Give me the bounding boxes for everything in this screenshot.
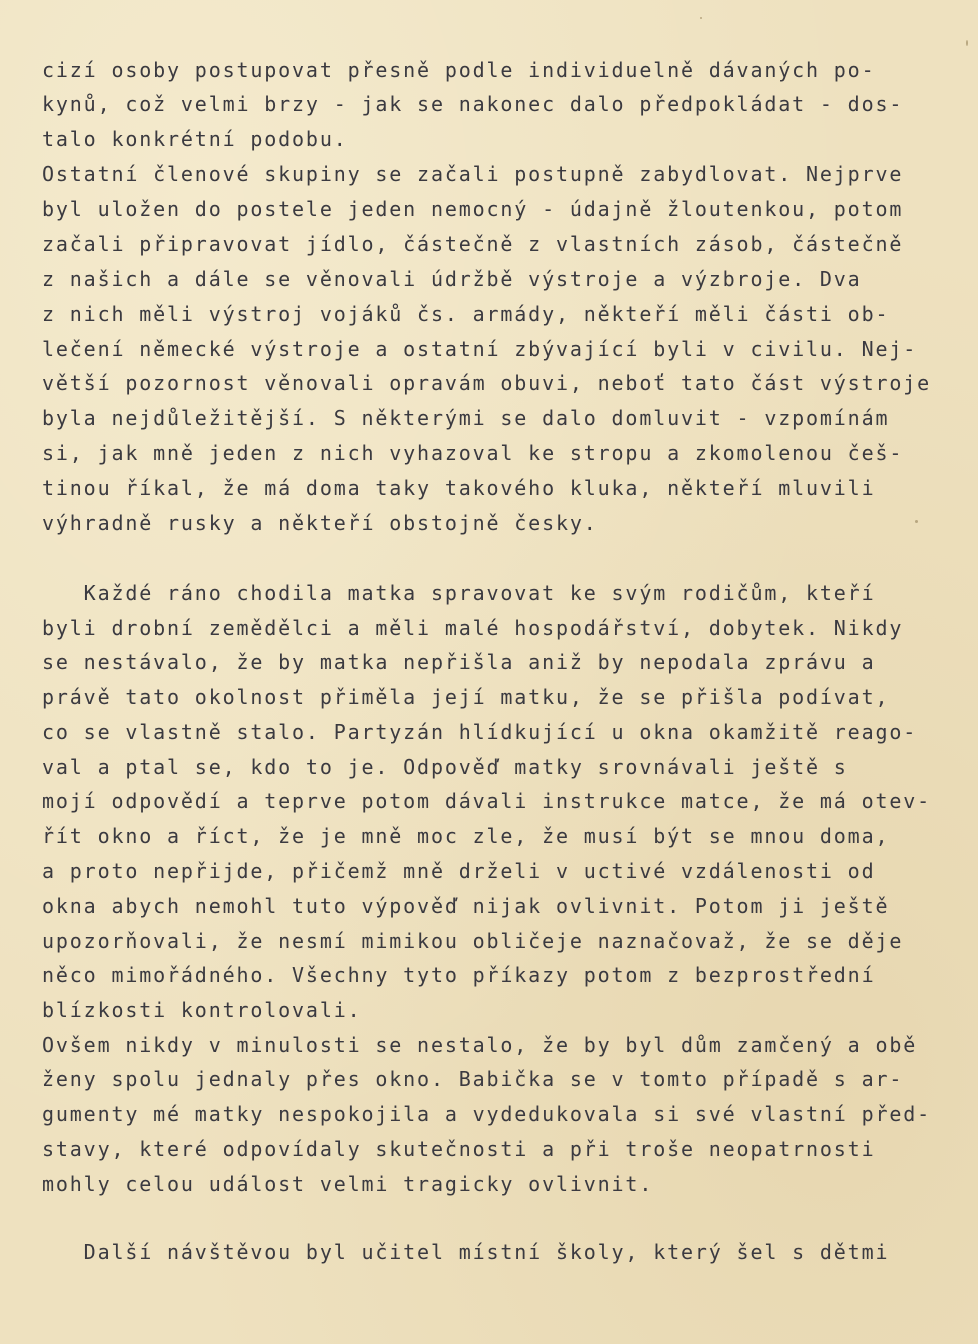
text-line: byli drobní zemědělci a měli malé hospodářství, dobytek. Nikdy — [42, 616, 904, 640]
text-line: Každé ráno chodila matka spravovat ke svým rodičům, kteří — [42, 581, 876, 605]
text-line: z našich a dále se věnovali údržbě výstroje a výzbroje. Dva — [42, 267, 862, 291]
text-line: něco mimořádného. Všechny tyto příkazy potom z bezprostřední — [42, 963, 876, 987]
text-line: val a ptal se, kdo to je. Odpověď matky srovnávali ještě s — [42, 755, 848, 779]
text-line: byl uložen do postele jeden nemocný - údajně žloutenkou, potom — [42, 197, 904, 221]
paper-speck — [915, 520, 918, 523]
text-line: upozorňovali, že nesmí mimikou obličeje naznačovaž, že se děje — [42, 929, 904, 953]
text-line: stavy, které odpovídaly skutečnosti a při troše neopatrnosti — [42, 1137, 876, 1161]
text-line: začali připravovat jídlo, částečně z vlastních zásob, částečně — [42, 232, 904, 256]
text-line: z nich měli výstroj vojáků čs. armády, někteří měli části ob- — [42, 302, 890, 326]
text-line: blízkosti kontrolovali. — [42, 998, 362, 1022]
text-line: tinou říkal, že má doma taky takového kluka, někteří mluvili — [42, 476, 876, 500]
text-line: větší pozornost věnovali opravám obuvi, neboť tato část výstroje — [42, 371, 932, 395]
text-line: se nestávalo, že by matka nepřišla aniž by nepodala zprávu a — [42, 650, 876, 674]
text-line: a proto nepřijde, přičemž mně drželi v uctivé vzdálenosti od — [42, 859, 876, 883]
paper-speck — [700, 17, 702, 19]
text-line: kynů, což velmi brzy - jak se nakonec dalo předpokládat - dos- — [42, 92, 904, 116]
text-line: talo konkrétní podobu. — [42, 127, 348, 151]
text-line: si, jak mně jeden z nich vyhazoval ke stropu a zkomolenou češ- — [42, 441, 904, 465]
text-line: Ovšem nikdy v minulosti se nestalo, že by byl dům zamčený a obě — [42, 1033, 918, 1057]
text-line: byla nejdůležitější. S některými se dalo domluvit - vzpomínám — [42, 406, 890, 430]
text-line: Další návštěvou byl učitel místní školy, který šel s dětmi — [42, 1240, 890, 1264]
paper-speck — [966, 40, 968, 46]
text-line: mohly celou událost velmi tragicky ovlivnit. — [42, 1172, 654, 1196]
text-line: řít okno a říct, že je mně moc zle, že musí být se mnou doma, — [42, 824, 890, 848]
text-line: výhradně rusky a někteří obstojně česky. — [42, 511, 598, 535]
text-line: právě tato okolnost přiměla její matku, že se přišla podívat, — [42, 685, 890, 709]
text-line: okna abych nemohl tuto výpověď nijak ovlivnit. Potom ji ještě — [42, 894, 890, 918]
text-line: Ostatní členové skupiny se začali postupně zabydlovat. Nejprve — [42, 162, 904, 186]
text-line: gumenty mé matky nespokojila a vydedukovala si své vlastní před- — [42, 1102, 932, 1126]
text-line: cizí osoby postupovat přesně podle individuelně dávaných po- — [42, 58, 876, 82]
text-line: co se vlastně stalo. Partyzán hlídkující u okna okamžitě reago- — [42, 720, 918, 744]
text-line: lečení německé výstroje a ostatní zbývající byli v civilu. Nej- — [42, 337, 918, 361]
text-line: ženy spolu jednaly přes okno. Babička se v tomto případě s ar- — [42, 1067, 904, 1091]
text-line: mojí odpovědí a teprve potom dávali instrukce matce, že má otev- — [42, 789, 932, 813]
